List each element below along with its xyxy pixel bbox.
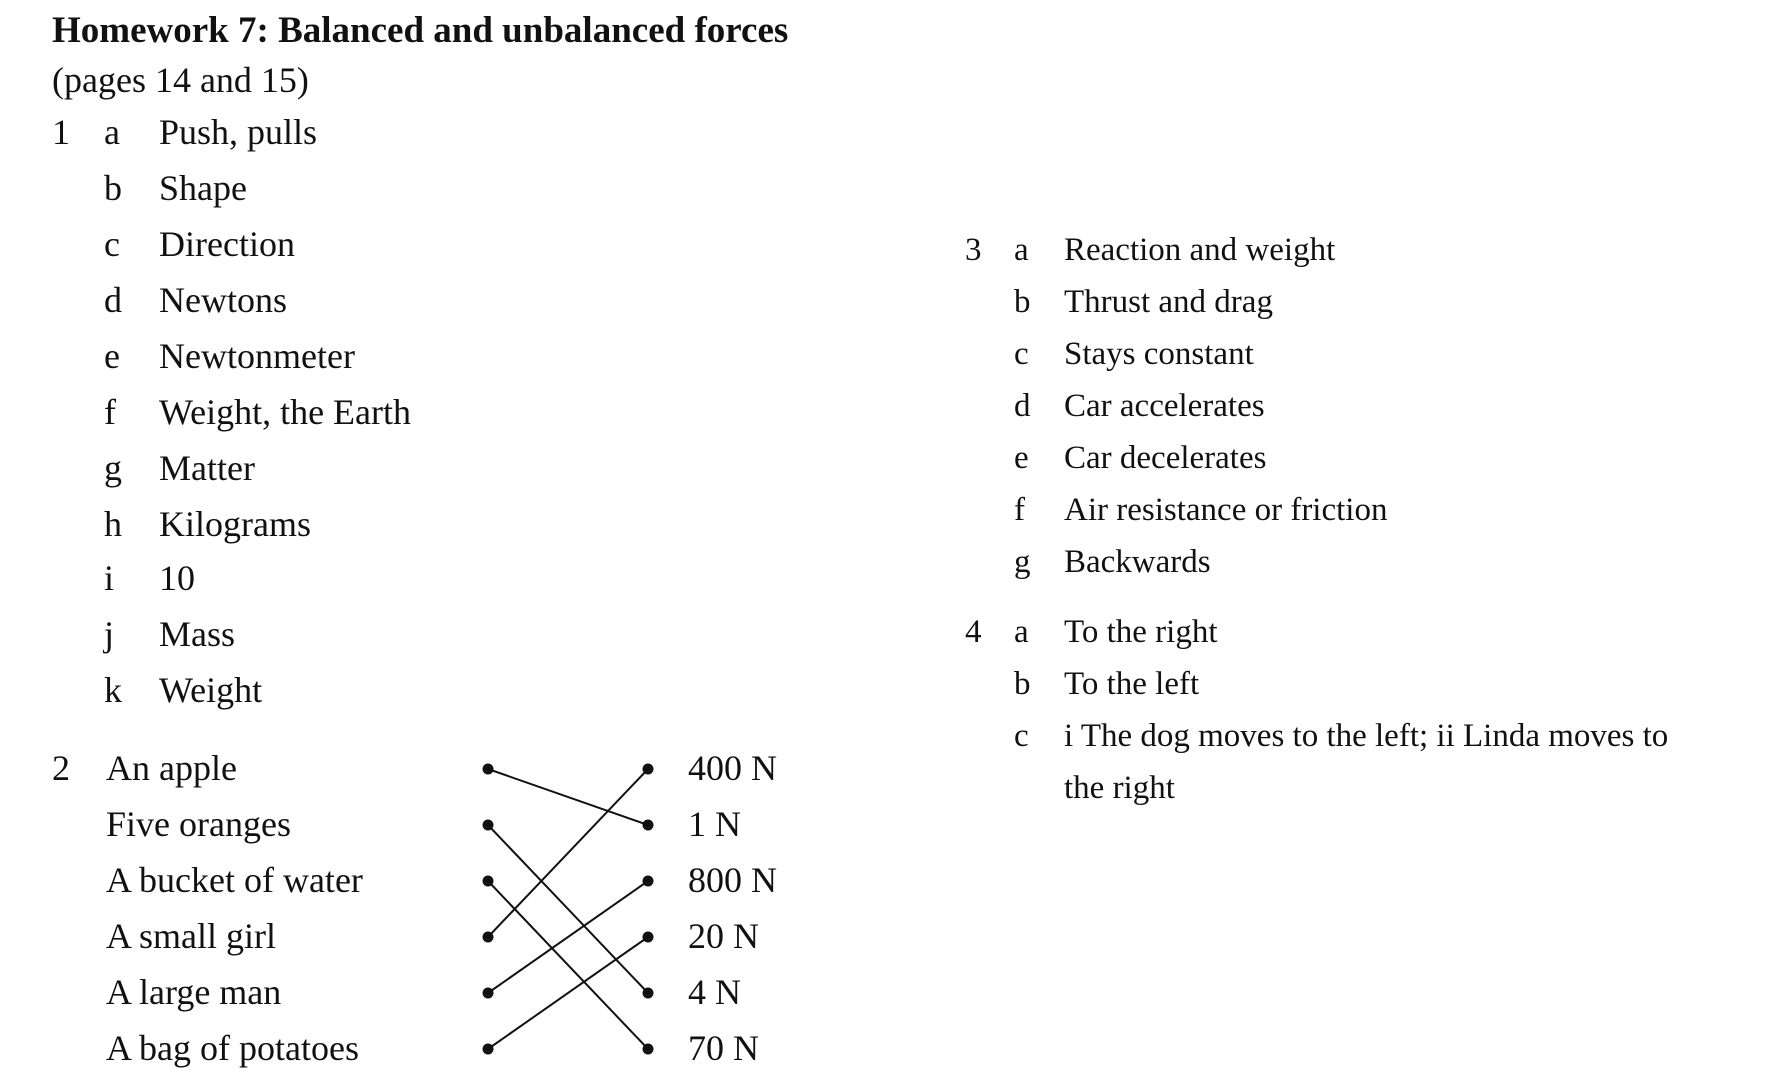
q1-item-text: Push, pulls [159,112,318,152]
q2-left-item: A bucket of water [106,860,363,900]
q1-item-text: Mass [159,614,236,654]
q2-right-item: 20 N [688,916,759,956]
q1-item-letter: f [104,392,116,432]
q2-number: 2 [52,748,70,788]
q4-number: 4 [965,614,982,650]
q3-item-text: Car accelerates [1064,388,1265,424]
q4-item-text: To the left [1064,666,1200,702]
match-line [488,937,648,1049]
match-line [488,881,648,1049]
q3-item-text: Backwards [1064,544,1211,580]
q1-item-letter: h [104,504,122,544]
q3-item-letter: f [1014,492,1025,528]
q4-item-text: To the right [1064,614,1218,650]
q4-item-letter: c [1014,718,1029,754]
q3-item-text: Stays constant [1064,336,1254,372]
q1-item-text: Shape [159,168,247,208]
match-line [488,881,648,993]
q4-item-letter: a [1014,614,1029,650]
q3-item-text: Car decelerates [1064,440,1267,476]
q1-item-text: Direction [159,224,295,264]
q1-item-letter: c [104,224,120,264]
q2-left-item: A bag of potatoes [106,1028,359,1068]
q1-item-letter: e [104,336,120,376]
q4-item-text: i The dog moves to the left; ii Linda moves to [1064,718,1669,754]
q2-right-item: 4 N [688,972,741,1012]
q2-right-item: 400 N [688,748,777,788]
match-line [488,825,648,993]
q1-item-text: Matter [159,448,255,488]
q3-item-letter: b [1014,284,1031,320]
q3-item-letter: c [1014,336,1029,372]
match-line [488,769,648,937]
q1-item-text: Newtonmeter [159,336,355,376]
q1-item-text: Weight [159,670,263,710]
q2-right-item: 1 N [688,804,741,844]
match-line [488,769,648,825]
q1-item-text: 10 [159,558,195,598]
q1-item-letter: j [104,614,115,654]
q3-item-letter: e [1014,440,1029,476]
q3-item-letter: g [1014,544,1031,580]
q4-item-continuation: the right [1064,770,1175,806]
q1-number: 1 [52,112,70,152]
page-title: Homework 7: Balanced and unbalanced forces [52,10,789,51]
q2-right-item: 800 N [688,860,777,900]
q2-left-item: Five oranges [106,804,291,844]
q3-item-letter: d [1014,388,1031,424]
q3-item-text: Reaction and weight [1064,232,1336,268]
q2-right-item: 70 N [688,1028,759,1068]
q2-left-item: A small girl [106,916,276,956]
q1-item-letter: d [104,280,122,320]
q1-item-letter: g [104,448,122,488]
q3-item-text: Thrust and drag [1064,284,1273,320]
q1-item-letter: i [104,558,115,598]
q3-item-letter: a [1014,232,1029,268]
q1-item-text: Kilograms [159,504,311,544]
q1-item-text: Weight, the Earth [159,392,412,432]
q3-number: 3 [965,232,982,268]
q4-item-letter: b [1014,666,1031,702]
q1-item-letter: b [104,168,122,208]
q2-left-item: An apple [106,748,237,788]
q2-left-item: A large man [106,972,282,1012]
q1-item-letter: a [104,112,120,152]
q1-item-letter: k [104,670,122,710]
q1-item-text: Newtons [159,280,287,320]
q3-item-text: Air resistance or friction [1064,492,1388,528]
page-subtitle: (pages 14 and 15) [52,60,309,100]
